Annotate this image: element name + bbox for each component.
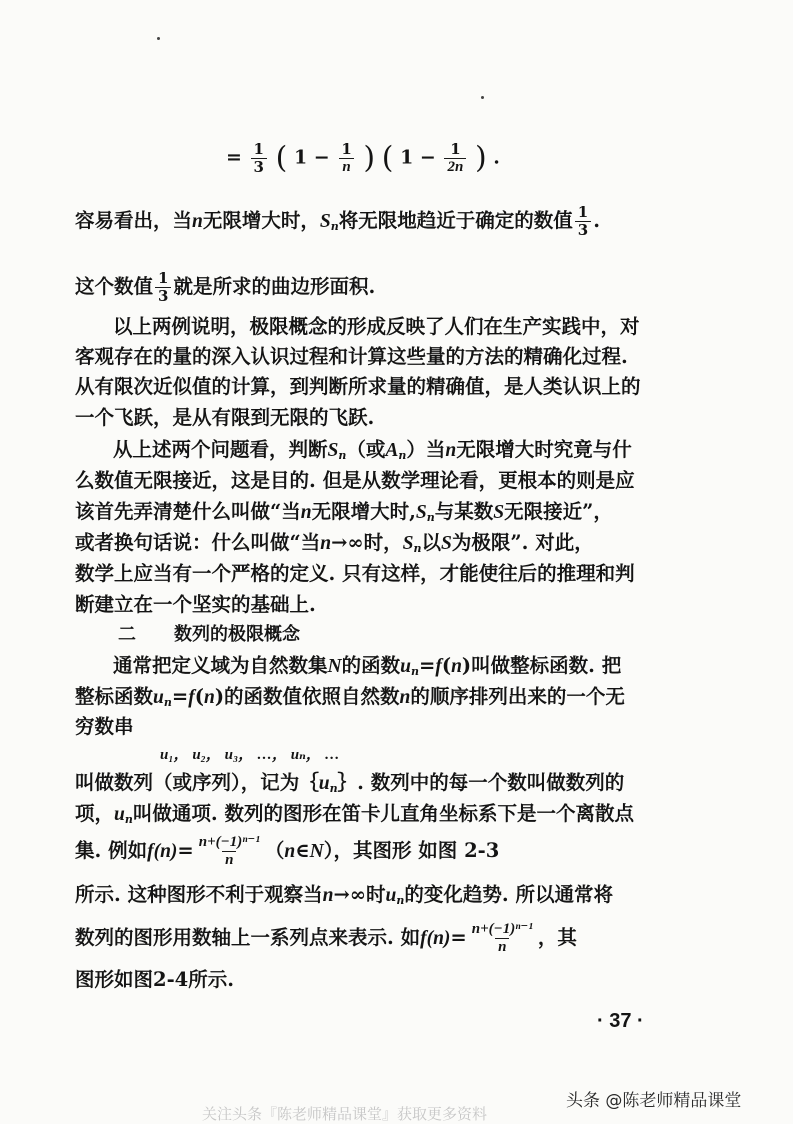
para3-line3: 穷数串 bbox=[75, 715, 134, 738]
para4-line2: 项，$u_n$叫做通项. 数列的图形在笛卡儿直角坐标系下是一个离散点 bbox=[75, 802, 634, 826]
para1-line1: 以上两例说明，极限概念的形成反映了人们在生产实践中，对 bbox=[113, 315, 640, 338]
para4-line6: 图形如图2-4所示. bbox=[75, 968, 235, 991]
para2-line1: 从上述两个问题看，判断$S_n$（或$A_n$）当n无限增大时究竟与什 bbox=[113, 438, 632, 462]
period: . bbox=[493, 146, 500, 169]
one-minus: 1 − bbox=[400, 146, 436, 169]
para2-line5: 数学上应当有一个严格的定义. 只有这样，才能使往后的推理和判 bbox=[75, 562, 635, 585]
para4-line5: 数列的图形用数轴上一系列点来表示. 如f(n)= $\frac{\text{n+(−1)ⁿ⁻¹}}{n}$ ，其 bbox=[75, 921, 577, 955]
para2-line3: 该首先弄清楚什么叫做“当n无限增大时$,S_n$与某数S无限接近”， bbox=[75, 500, 613, 524]
para3-line2: 整标函数$u_n=f(n)$的函数值依照自然数n的顺序排列出来的一个无 bbox=[75, 685, 625, 709]
watermark-text: 头条 @陈老师精品课堂 bbox=[566, 1091, 742, 1111]
one-minus: 1 − bbox=[293, 146, 330, 169]
para1-line2: 客观存在的量的深入认识过程和计算这些量的方法的精确化过程. bbox=[75, 345, 628, 368]
para4-line1: 叫做数列（或序列），记为$\{u_n\}$. 数列中的每一个数叫做数列的 bbox=[75, 771, 625, 795]
scan-speck bbox=[157, 37, 160, 40]
fraction-one-third: $\frac{1}{3}$ bbox=[155, 271, 171, 304]
scan-speck bbox=[481, 96, 484, 99]
para2-line4: 或者换句话说：什么叫做“当n→∞时，$S_n$以S为极限”. 对此， bbox=[75, 531, 594, 555]
paren-open: ( bbox=[275, 140, 288, 176]
fraction-one-over-2n: $\frac{1}{2n}$ bbox=[444, 142, 466, 175]
sequence-formula: u₁， u₂， u₃， …， uₙ， … bbox=[160, 747, 340, 763]
paren-close: ) bbox=[474, 140, 487, 176]
equals-sign: = bbox=[226, 146, 242, 169]
para1-line3: 从有限次近似值的计算，到判断所求量的精确值，是人类认识上的 bbox=[75, 375, 641, 398]
footer-text: 关注头条『陈老师精品课堂』获取更多资料 bbox=[202, 1105, 488, 1123]
paren-open: ( bbox=[381, 140, 394, 176]
para4-line3: 集. 例如f(n)= $\frac{\text{n+(−1)ⁿ⁻¹}}{n}$ （n∈N），其图形 如图 2-3 bbox=[75, 834, 500, 868]
text-line: 容易看出，当n无限增大时，$S_n$将无限地趋近于确定的数值 $\frac{1}{3}$ . bbox=[75, 203, 600, 239]
section-number: 二 bbox=[118, 624, 136, 645]
text-line: 这个数值 $\frac{1}{3}$ 就是所求的曲边形面积. bbox=[75, 269, 376, 305]
para2-line2: 么数值无限接近，这是目的. 但是从数学理论看，更根本的则是应 bbox=[75, 469, 635, 492]
fraction-sequence: $\frac{\text{n+(−1)ⁿ⁻¹}}{n}$ bbox=[198, 834, 260, 868]
paren-close: ) bbox=[363, 140, 376, 176]
para4-line4: 所示. 这种图形不利于观察当n→∞时$u_n$的变化趋势. 所以通常将 bbox=[75, 883, 613, 907]
page-number: · 37 · bbox=[597, 1010, 644, 1032]
para1-line4: 一个飞跃，是从有限到无限的飞跃. bbox=[75, 406, 375, 429]
fraction-sequence: $\frac{\text{n+(−1)ⁿ⁻¹}}{n}$ bbox=[471, 921, 533, 955]
para2-line6: 断建立在一个坚实的基础上. bbox=[75, 593, 316, 616]
para3-line1: 通常把定义域为自然数集N的函数$u_n=f(n)$叫做整标函数. 把 bbox=[113, 654, 622, 678]
section-title: 数列的极限概念 bbox=[174, 624, 300, 645]
formula-top bbox=[226, 142, 500, 175]
section-heading bbox=[118, 626, 300, 644]
fraction-one-over-n: $\frac{1}{n}$ bbox=[341, 140, 352, 175]
fraction-one-third: $\frac{1}{3}$ bbox=[575, 205, 591, 238]
fraction-one-third: $\frac{1}{3}$ bbox=[251, 142, 267, 175]
